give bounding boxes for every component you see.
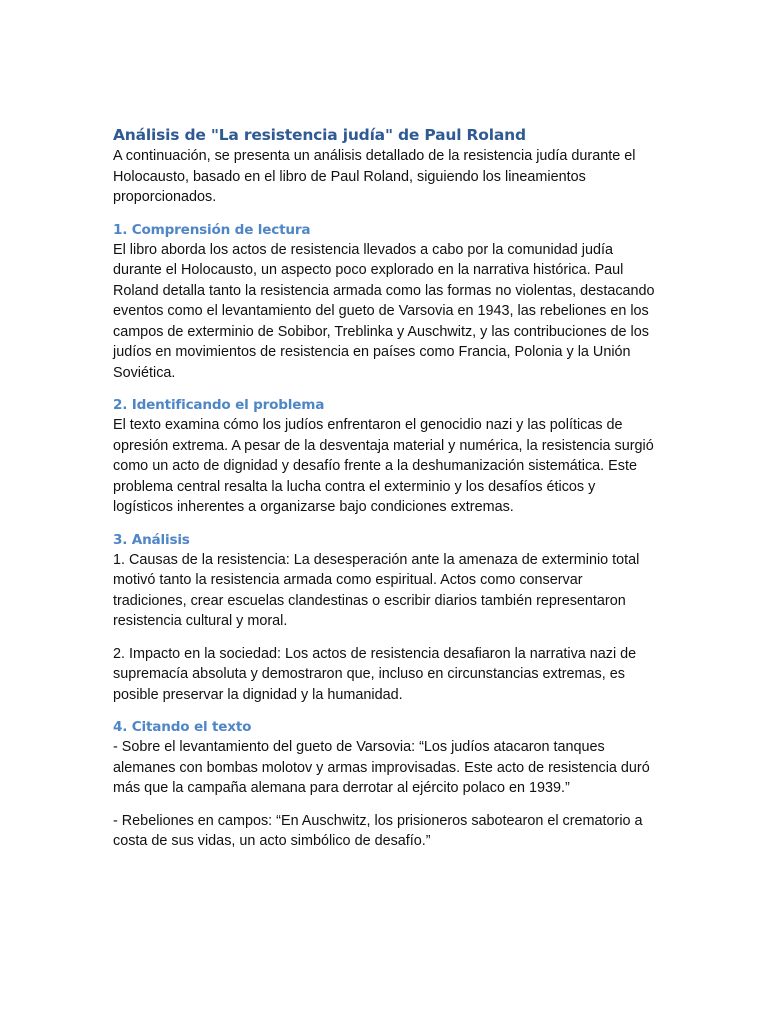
section-paragraph: 1. Causas de la resistencia: La desesperación ante la amenaza de exterminio total motivó tanto la resistencia armada como espiritual. Actos como conservar tradiciones, crear escuelas clandestinas o escribir diarios también representaron resistencia cultural y moral. [113,551,640,629]
section-citando [113,717,658,852]
section-paragraph: - Rebeliones en campos: “En Auschwitz, los prisioneros sabotearon el crematorio a costa de sus vidas, un acto simbólico de desafío.” [113,812,643,849]
section-heading: 1. Comprensión de lectura [113,221,311,238]
section-paragraph: 2. Impacto en la sociedad: Los actos de resistencia desafiaron la narrativa nazi de supremacía absoluta y demostraron que, incluso en circunstancias extremas, es posible preservar la dignidad y la humanidad. [113,645,637,703]
section-analisis [113,530,658,706]
document-title: Análisis de "La resistencia judía" de Paul Roland [113,126,526,144]
section-heading: 3. Análisis [113,531,190,548]
section-heading: 4. Citando el texto [113,719,252,735]
section-comprension [113,220,658,384]
intro-paragraph: A continuación, se presenta un análisis detallado de la resistencia judía durante el Holocausto, basado en el libro de Paul Roland, siguiendo los lineamientos proporcionados. [113,148,636,205]
section-paragraph: El texto examina cómo los judíos enfrentaron el genocidio nazi y las políticas de opresión extrema. A pesar de la desventaja material y numérica, la resistencia surgió como un acto de dignidad y desafío frente a la deshumanización sistemática. Este problema central resalta la lucha contra el exterminio y los desafíos éticos y logísticos inherentes a organizarse bajo condiciones extremas. [113,417,654,515]
section-problema [113,395,658,518]
section-heading: 2. Identificando el problema [113,397,325,413]
section-paragraph: - Sobre el levantamiento del gueto de Varsovia: “Los judíos atacaron tanques alemanes con bombas molotov y armas improvisadas. Este acto de resistencia duró más que la campaña alemana para derrotar al ejército polaco en 1939.” [113,739,650,796]
document-page [113,124,658,852]
section-paragraph: El libro aborda los actos de resistencia llevados a cabo por la comunidad judía durante el Holocausto, un aspecto poco explorado en la narrativa histórica. Paul Roland detalla tanto la resistencia armada como las formas no violentas, destacando eventos como el levantamiento del gueto de Varsovia en 1943, las rebeliones en los campos de exterminio de Sobibor, Treblinka y Auschwitz, y las contribuciones de los judíos en movimientos de resistencia en países como Francia, Polonia y la Unión Soviética. [113,241,655,381]
